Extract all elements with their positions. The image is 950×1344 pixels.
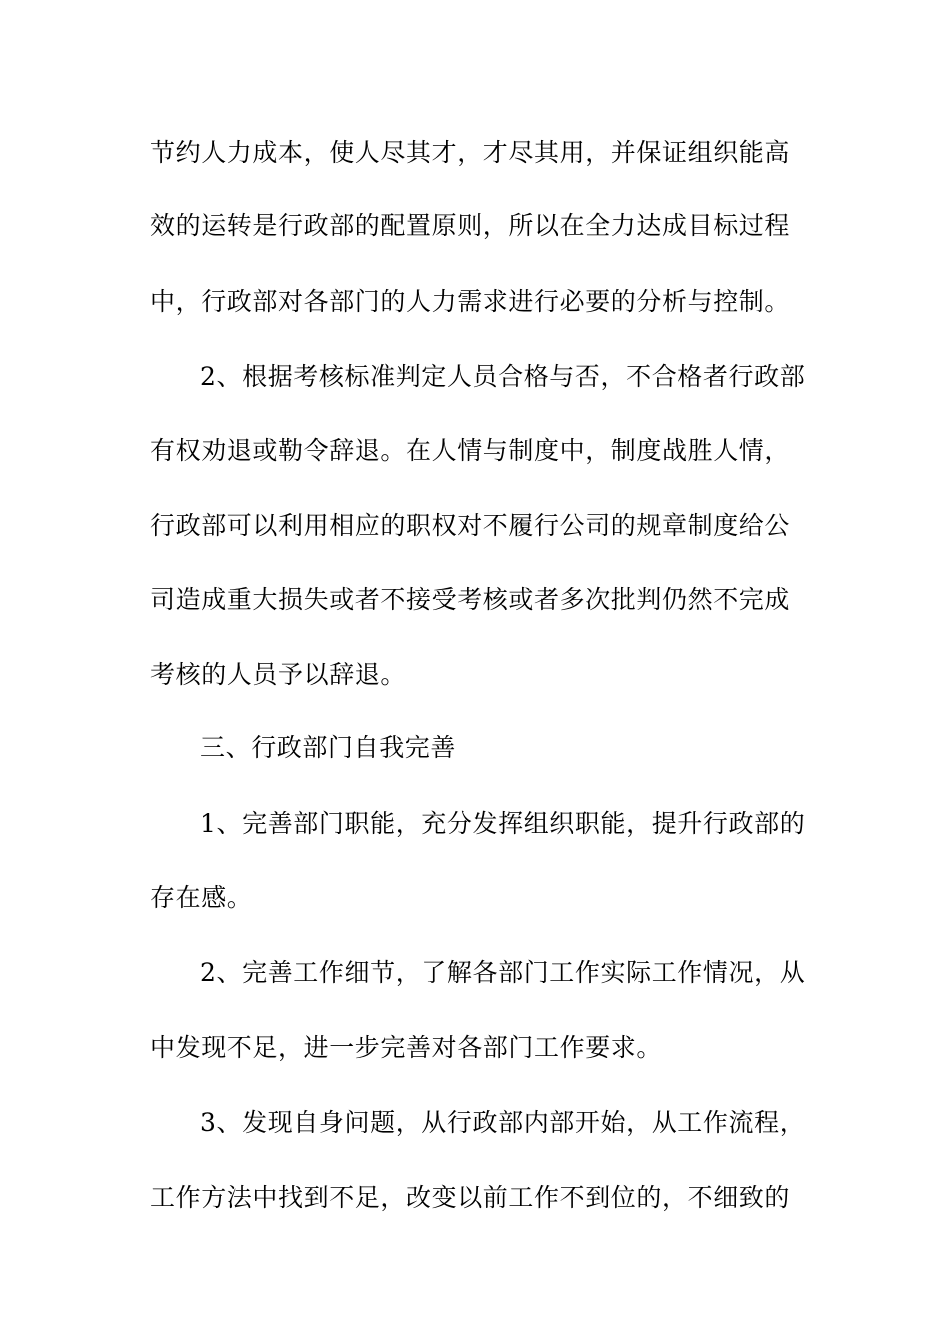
paragraph-line: 中发现不足，进一步完善对各部门工作要求。 bbox=[150, 1033, 663, 1062]
paragraph-line: 节约人力成本，使人尽其才，才尽其用，并保证组织能高 bbox=[150, 138, 791, 167]
paragraph-line: 有权劝退或勒令辞退。在人情与制度中，制度战胜人情， bbox=[150, 436, 791, 465]
paragraph-line: 中，行政部对各部门的人力需求进行必要的分析与控制。 bbox=[150, 287, 791, 316]
paragraph-line: 效的运转是行政部的配置原则，所以在全力达成目标过程 bbox=[150, 211, 791, 240]
paragraph-line: 存在感。 bbox=[150, 883, 253, 912]
paragraph-line: 行政部可以利用相应的职权对不履行公司的规章制度给公 bbox=[150, 511, 791, 540]
section-heading: 三、行政部门自我完善 bbox=[200, 733, 457, 762]
paragraph-line: 司造成重大损失或者不接受考核或者多次批判仍然不完成 bbox=[150, 585, 791, 614]
paragraph-line: 2、完善工作细节，了解各部门工作实际工作情况，从 bbox=[200, 958, 806, 987]
paragraph-line: 1、完善部门职能，充分发挥组织职能，提升行政部的 bbox=[200, 809, 806, 838]
paragraph-line: 考核的人员予以辞退。 bbox=[150, 660, 407, 689]
paragraph-line: 2、根据考核标准判定人员合格与否，不合格者行政部 bbox=[200, 362, 806, 391]
paragraph-line: 工作方法中找到不足，改变以前工作不到位的，不细致的 bbox=[150, 1183, 791, 1212]
paragraph-line: 3、发现自身问题，从行政部内部开始，从工作流程， bbox=[200, 1108, 806, 1137]
